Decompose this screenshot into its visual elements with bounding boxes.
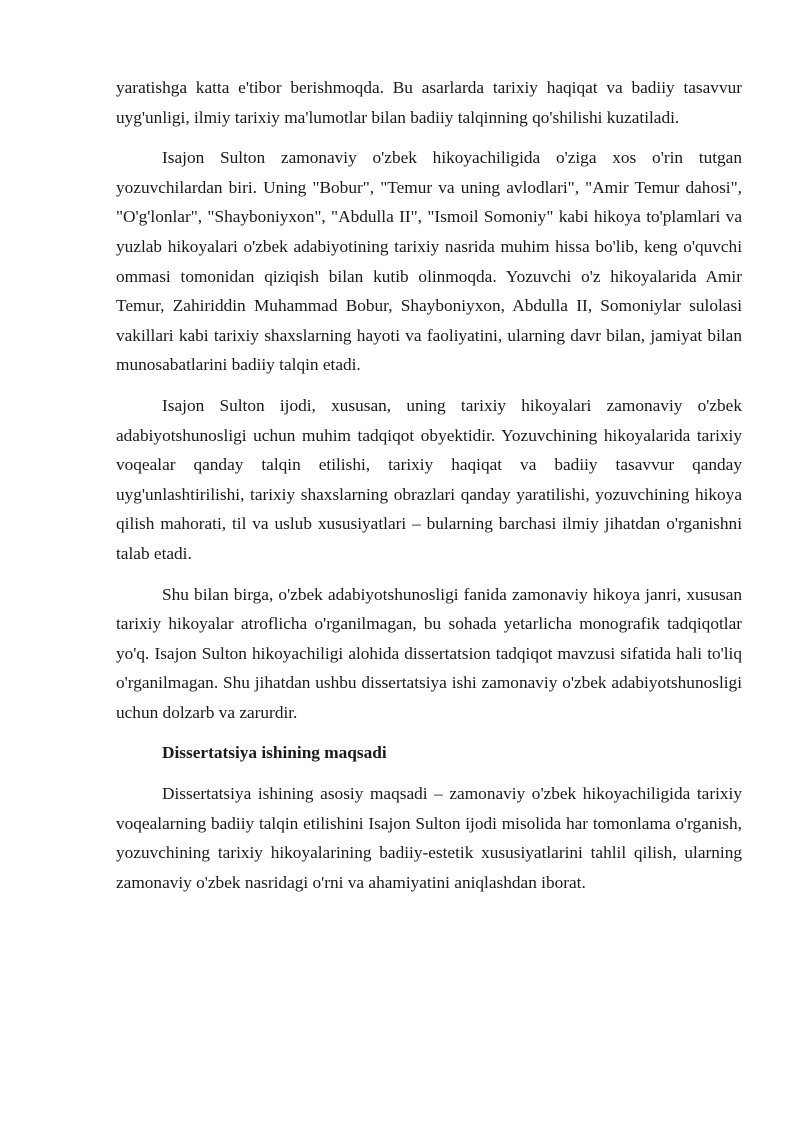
paragraph-research-object: Isajon Sulton ijodi, xususan, uning tarixiy hikoyalari zamonaviy o'zbek adabiyotshunosligi uchun muhim tadqiqot obyektidir. Yozuvchining hikoyalarida tarixiy voqealar qanday talqin etilishi, tarixiy haqiqat va badiiy tasavvur qanday uyg'unlashtirilishi, tarixiy shaxslarning obrazlari qanday yaratilishi, yozuvchining hikoya qilish mahorati, til va uslub xususiyatlari – bularning barchasi ilmiy jihatdan o'rganishni talab etadi. — [116, 395, 742, 563]
paragraph-goal: Dissertatsiya ishining asosiy maqsadi – zamonaviy o'zbek hikoyachiligida tarixiy voqealarning badiiy talqin etilishini Isajon Sulton ijodi misolida har tomonlama o'rganish, yozuvchining tarixiy hikoyalarining badiiy-estetik xususiyatlarini tahlil qilish, ularning zamonaviy o'zbek nasridagi o'rni va ahamiyatini aniqlashdan iborat. — [116, 784, 742, 892]
section-heading-goal: Dissertatsiya ishining maqsadi — [162, 743, 387, 763]
paragraph-relevance: Shu bilan birga, o'zbek adabiyotshunosligi fanida zamonaviy hikoya janri, xususan tarixiy hikoyalar atroflicha o'rganilmagan, bu sohada yetarlicha monografik tadqiqotlar yo'q. Isajon Sulton hikoyachiligi alohida dissertatsion tadqiqot mavzusi sifatida hali to'liq o'rganilmagan. Shu jihatdan ushbu dissertatsiya ishi zamonaviy o'zbek adabiyotshunosligi uchun dolzarb va zarurdir. — [116, 584, 742, 722]
paragraph-isajon-sulton-intro: Isajon Sulton zamonaviy o'zbek hikoyachiligida o'ziga xos o'rin tutgan yozuvchilardan biri. Uning "Bobur", "Temur va uning avlodlari", "Amir Temur dahosi", "O'g'lonlar", "Shayboniyxon", "Abdulla II", "Ismoil Somoniy" kabi hikoya to'plamlari va yuzlab hikoyalari o'zbek adabiyotining tarixiy nasrida muhim hissa bo'lib, keng o'quvchi ommasi tomonidan qiziqish bilan kutib olinmoqda. Yozuvchi o'z hikoyalarida Amir Temur, Zahiriddin Muhammad Bobur, Shayboniyxon, Abdulla II, Somoniylar sulolasi vakillari kabi tarixiy shaxslarning hayoti va faoliyatini, ularning davr bilan, jamiyat bilan munosabatlarini badiiy talqin etadi. — [116, 148, 742, 375]
document-body — [116, 73, 742, 908]
paragraph-continuation: yaratishga katta e'tibor berishmoqda. Bu asarlarda tarixiy haqiqat va badiiy tasavvur uyg'unligi, ilmiy tarixiy ma'lumotlar bilan badiiy talqinning qo'shilishi kuzatiladi. — [116, 78, 742, 127]
